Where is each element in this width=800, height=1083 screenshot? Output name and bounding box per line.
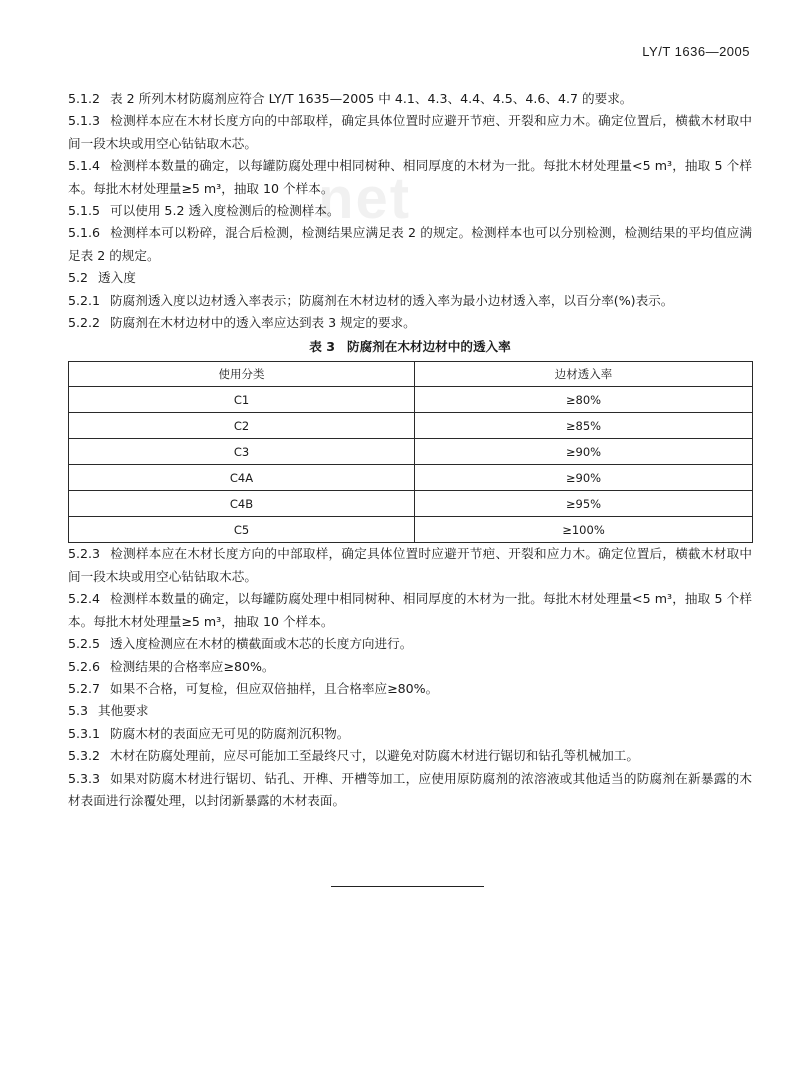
- clause-5-2-5: [68, 633, 752, 655]
- clause-text: 可以使用 5.2 透入度检测后的检测样本。: [110, 203, 340, 219]
- column-header-penetration: 边材透入率: [415, 362, 753, 387]
- clause-5-3-2: [68, 745, 752, 767]
- clause-text: 防腐剂透入度以边材透入率表示；防腐剂在木材边材的透入率为最小边材透入率，以百分率(%)表示。: [110, 292, 674, 308]
- penetration-cell: ≥80%: [415, 387, 753, 413]
- section-title: 透入度: [98, 270, 136, 286]
- table-row: [69, 517, 753, 543]
- document-body: [68, 88, 752, 812]
- penetration-cell: ≥100%: [415, 517, 753, 543]
- use-class-cell: C5: [69, 517, 415, 543]
- clause-5-2-7: [68, 678, 752, 700]
- table-row: [69, 387, 753, 413]
- clause-5-1-4: [68, 155, 752, 200]
- clause-text: 检测样本应在木材长度方向的中部取样，确定具体位置时应避开节疤、开裂和应力木。确定位置后，横截木材取中间一段木块或用空心钻钻取木芯。: [68, 546, 752, 584]
- clause-text: 木材在防腐处理前，应尽可能加工至最终尺寸，以避免对防腐木材进行锯切和钻孔等机械加工。: [110, 748, 639, 764]
- use-class-cell: C1: [69, 387, 415, 413]
- table-header-row: [69, 362, 753, 387]
- clause-text: 表 2 所列木材防腐剂应符合 LY/T 1635—2005 中 4.1、4.3、4.4、4.5、4.6、4.7 的要求。: [110, 91, 633, 106]
- penetration-cell: ≥90%: [415, 465, 753, 491]
- clause-5-2-1: [68, 290, 752, 312]
- table-title: 防腐剂在木材边材中的透入率: [347, 339, 511, 355]
- clause-text: 检测样本数量的确定，以每罐防腐处理中相同树种、相同厚度的木材为一批。每批木材处理量<5 m³，抽取 5 个样本。每批木材处理量≥5 m³，抽取 10 个样本。: [68, 591, 752, 629]
- clause-number: 5.1.5: [68, 203, 101, 219]
- clause-number: 5.1.3: [68, 113, 101, 129]
- clause-number: 5.2.2: [68, 315, 101, 331]
- section-5-2-heading: [68, 267, 752, 289]
- table-row: [69, 439, 753, 465]
- table-number: 表 3: [309, 339, 336, 355]
- column-header-use-class: 使用分类: [69, 362, 415, 387]
- section-number: 5.2: [68, 270, 89, 286]
- clause-5-1-3: [68, 110, 752, 155]
- table-3: [68, 361, 753, 543]
- clause-text: 检测样本可以粉碎，混合后检测，检测结果应满足表 2 的规定。检测样本也可以分别检测，检测结果的平均值应满足表 2 的规定。: [68, 225, 752, 263]
- use-class-cell: C4B: [69, 491, 415, 517]
- clause-number: 5.2.5: [68, 636, 101, 652]
- clause-number: 5.2.7: [68, 680, 101, 696]
- section-number: 5.3: [68, 703, 89, 719]
- clause-number: 5.3.3: [68, 770, 101, 786]
- section-5-2-after-items: [68, 543, 752, 700]
- clause-5-1-2: [68, 88, 752, 110]
- clause-number: 5.1.2: [68, 91, 101, 106]
- clause-number: 5.3.2: [68, 748, 101, 764]
- standard-code-header: LY/T 1636—2005: [642, 44, 750, 59]
- clause-number: 5.2.3: [68, 546, 101, 562]
- clause-text: 如果对防腐木材进行锯切、钻孔、开榫、开槽等加工，应使用原防腐剂的浓溶液或其他适当的防腐剂在新暴露的木材表面进行涂覆处理，以封闭新暴露的木材表面。: [68, 770, 752, 808]
- use-class-cell: C3: [69, 439, 415, 465]
- end-rule-divider: [331, 886, 484, 887]
- clause-5-2-4: [68, 588, 752, 633]
- clause-5-2-3: [68, 543, 752, 588]
- use-class-cell: C4A: [69, 465, 415, 491]
- clause-5-3-3: [68, 768, 752, 813]
- clause-number: 5.2.4: [68, 591, 101, 607]
- table-row: [69, 413, 753, 439]
- clause-number: 5.1.4: [68, 158, 101, 174]
- clause-text: 如果不合格，可复检，但应双倍抽样，且合格率应≥80%。: [110, 680, 439, 696]
- penetration-cell: ≥95%: [415, 491, 753, 517]
- section-title: 其他要求: [98, 703, 149, 719]
- clause-text: 防腐剂在木材边材中的透入率应达到表 3 规定的要求。: [110, 315, 416, 331]
- section-5-1-items: [68, 88, 752, 267]
- clause-text: 检测样本应在木材长度方向的中部取样，确定具体位置时应避开节疤、开裂和应力木。确定位置后，横截木材取中间一段木块或用空心钻钻取木芯。: [68, 113, 752, 151]
- penetration-cell: ≥90%: [415, 439, 753, 465]
- clause-text: 防腐木材的表面应无可见的防腐剂沉积物。: [110, 725, 350, 741]
- section-5-3-heading: [68, 700, 752, 722]
- clause-5-1-5: [68, 200, 752, 222]
- penetration-cell: ≥85%: [415, 413, 753, 439]
- clause-5-2-2: [68, 312, 752, 334]
- clause-number: 5.2.1: [68, 292, 101, 308]
- clause-text: 检测结果的合格率应≥80%。: [110, 658, 275, 674]
- use-class-cell: C2: [69, 413, 415, 439]
- clause-5-2-6: [68, 656, 752, 678]
- clause-5-1-6: [68, 222, 752, 267]
- table-3-caption: [68, 336, 752, 358]
- clause-number: 5.3.1: [68, 725, 101, 741]
- clause-text: 检测样本数量的确定，以每罐防腐处理中相同树种、相同厚度的木材为一批。每批木材处理量<5 m³，抽取 5 个样本。每批木材处理量≥5 m³，抽取 10 个样本。: [68, 158, 752, 196]
- watermark: .net: [300, 166, 412, 231]
- clause-number: 5.2.6: [68, 658, 101, 674]
- clause-5-3-1: [68, 723, 752, 745]
- clause-text: 透入度检测应在木材的横截面或木芯的长度方向进行。: [110, 636, 413, 652]
- clause-number: 5.1.6: [68, 225, 101, 241]
- table-row: [69, 491, 753, 517]
- table-row: [69, 465, 753, 491]
